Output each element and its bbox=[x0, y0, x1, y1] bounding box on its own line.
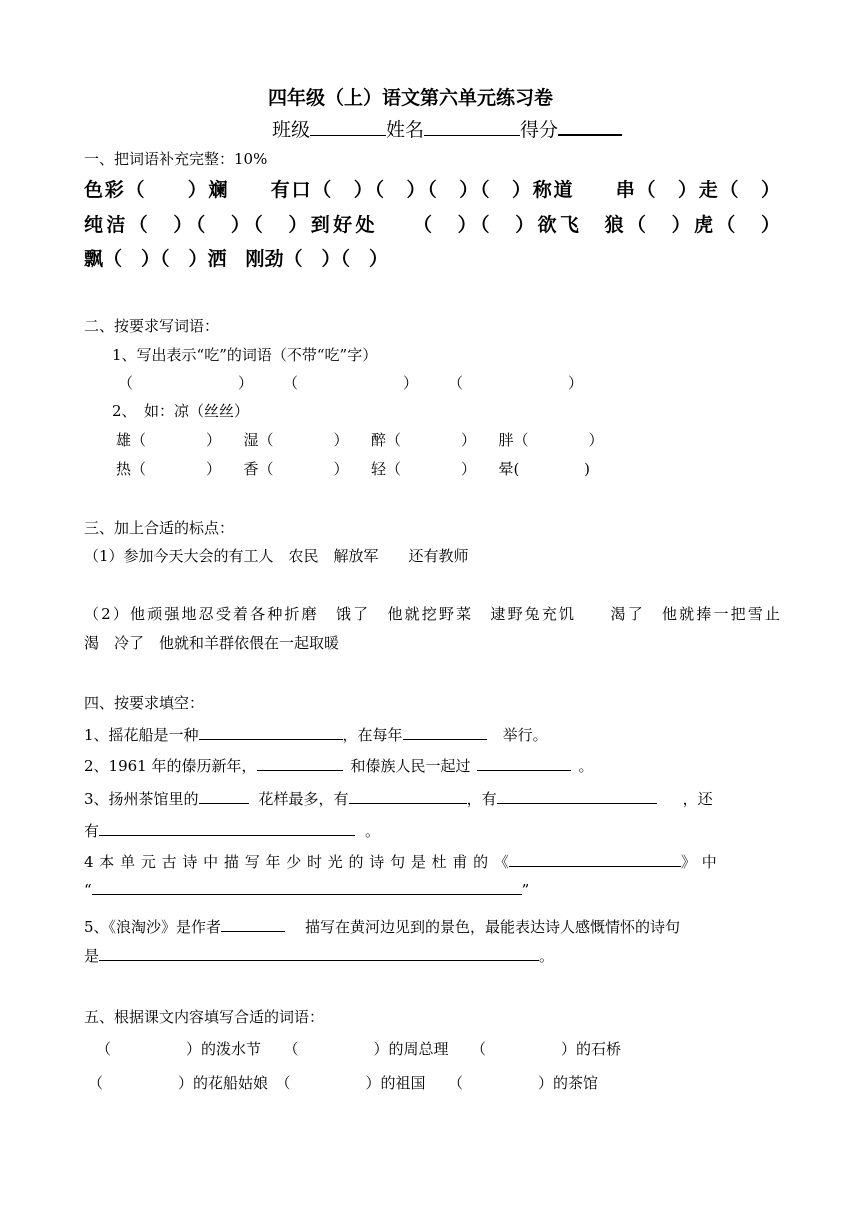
s4-q3-line-1 bbox=[84, 786, 713, 809]
name-field[interactable] bbox=[424, 118, 520, 136]
s4-q2-text-b: 和傣族人民一起过 bbox=[350, 757, 471, 775]
s4-q3-blank-4[interactable] bbox=[99, 818, 355, 836]
s4-q2-blank-1[interactable] bbox=[257, 753, 343, 771]
s4-q1-blank-2[interactable] bbox=[403, 722, 487, 740]
s1-row-3: 飘（ ）（ ）洒 刚劲（ ）（ ） bbox=[84, 248, 389, 270]
s4-q3-text-a: 3、扬州茶馆里的 bbox=[84, 790, 199, 808]
s4-q5-text-c: 是 bbox=[84, 947, 100, 965]
s4-q3-blank-2[interactable] bbox=[349, 786, 467, 804]
s2-q2: 2、 如：凉（丝丝） bbox=[112, 402, 250, 420]
s5-row-2: （ ）的花船姑娘 （ ）的祖国 （ ）的茶馆 bbox=[88, 1074, 599, 1092]
section-2-heading: 二、按要求写词语： bbox=[84, 317, 220, 335]
score-label: 得分 bbox=[520, 119, 559, 141]
s4-q2 bbox=[84, 753, 594, 776]
s4-q2-text-c: 。 bbox=[578, 757, 594, 775]
class-label: 班级 bbox=[272, 119, 311, 141]
s4-q5-text-b: 描写在黄河边见到的景色，最能表达诗人感慨情怀的诗句 bbox=[305, 918, 681, 936]
s4-q5-line-1 bbox=[84, 914, 680, 937]
s4-q3-line-2 bbox=[84, 818, 380, 841]
s4-q3-blank-3[interactable] bbox=[497, 786, 657, 804]
header-fields bbox=[272, 117, 622, 140]
s4-q1-blank-1[interactable] bbox=[199, 722, 343, 740]
s4-q3-text-e: 有 bbox=[84, 822, 100, 840]
s4-q1-text-b: ，在每年 bbox=[342, 726, 403, 744]
s4-q3-blank-1[interactable] bbox=[199, 786, 249, 804]
page-title: 四年级（上）语文第六单元练习卷 bbox=[268, 87, 554, 109]
s4-q5-line-2 bbox=[84, 943, 554, 966]
s4-q2-blank-2[interactable] bbox=[477, 753, 571, 771]
s4-q4-blank-1[interactable] bbox=[509, 849, 681, 867]
name-label: 姓名 bbox=[386, 119, 425, 141]
s4-q4-text: 4 本 单 元 古 诗 中 描 写 年 少 时 光 的 诗 句 是 杜 甫 的 《 bbox=[84, 853, 509, 871]
s3-q1: （1）参加今天大会的有工人 农民 解放军 还有教师 bbox=[84, 547, 469, 565]
s4-q4-line-2 bbox=[84, 877, 529, 900]
s4-q3-text-b: 花样最多，有 bbox=[258, 790, 349, 808]
s2-q1: 1、写出表示“吃”的词语（不带“吃”字） bbox=[112, 346, 378, 364]
s4-q4-blank-2[interactable] bbox=[92, 877, 522, 895]
score-field[interactable] bbox=[558, 117, 622, 136]
class-field[interactable] bbox=[310, 118, 386, 136]
s4-q5-blank-2[interactable] bbox=[99, 943, 539, 961]
s4-q1-text-c: 举行。 bbox=[502, 726, 548, 744]
s4-q4-line-1 bbox=[84, 849, 717, 872]
s5-row-1: （ ）的泼水节 （ ）的周总理 （ ）的石桥 bbox=[96, 1040, 622, 1058]
s4-q3-text-f: 。 bbox=[365, 822, 381, 840]
section-4-heading: 四、按要求填空： bbox=[84, 694, 205, 712]
s1-row-2: 纯洁（ ）（ ）（ ）到好处 （ ）（ ）欲飞 狼（ ）虎（ ） bbox=[84, 214, 780, 236]
section-1-heading: 一、把词语补充完整：10% bbox=[84, 150, 268, 168]
s4-q2-text-a: 2、1961 年的傣历新年， bbox=[84, 757, 257, 775]
s4-q3-text-d: ，还 bbox=[682, 790, 713, 808]
s4-q4-close-quote: ” bbox=[521, 881, 530, 899]
s4-q4-text-end: 》 中 bbox=[680, 853, 717, 871]
s2-q1-blanks: （ ） （ ） （ ） bbox=[118, 374, 584, 392]
s4-q5-text-d: 。 bbox=[539, 947, 555, 965]
s4-q4-open-quote: “ bbox=[84, 881, 92, 899]
s4-q1 bbox=[84, 722, 548, 745]
s4-q3-text-c: ，有 bbox=[466, 790, 497, 808]
s4-q5-blank-1[interactable] bbox=[221, 914, 285, 932]
section-3-heading: 三、加上合适的标点： bbox=[84, 519, 235, 537]
s3-q2-line-2: 渴 冷了 他就和羊群依偎在一起取暖 bbox=[84, 634, 340, 652]
s4-q1-text-a: 1、摇花船是一种 bbox=[84, 726, 199, 744]
s4-q5-text-a: 5、《浪淘沙》是作者 bbox=[84, 918, 222, 936]
section-5-heading: 五、根据课文内容填写合适的词语： bbox=[84, 1008, 325, 1026]
s2-q2-row-1: 雄（ ） 湿（ ） 醉（ ） 胖（ ） bbox=[116, 431, 604, 449]
s3-q2-line-1: （2）他顽强地忍受着各种折磨 饿了 他就挖野菜 逮野兔充饥 渴了 他就捧一把雪止 bbox=[84, 605, 780, 623]
s1-row-1: 色彩（ ）斓 有口（ ）（ ）（ ）（ ）称道 串（ ）走（ ） bbox=[84, 179, 780, 201]
s2-q2-row-2: 热（ ） 香（ ） 轻（ ） 晕( ) bbox=[116, 460, 590, 478]
